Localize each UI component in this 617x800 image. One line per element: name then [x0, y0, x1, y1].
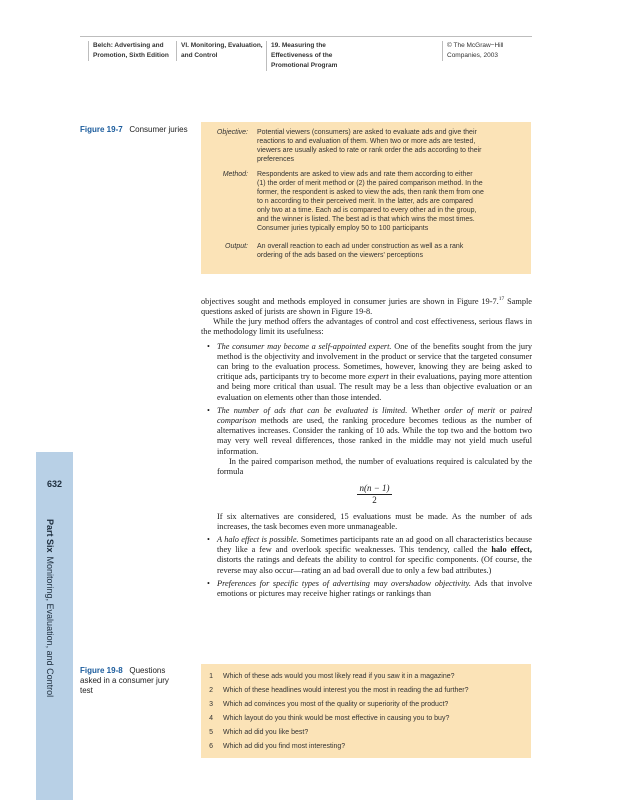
text-run: Sometimes participants rate an ad good on all characteristics because they like a few and overlook specific weaknesses. This tendency, called the [217, 535, 532, 555]
list-item [201, 342, 532, 403]
sub-paragraph: If six alternatives are considered, 15 evaluations must be made. As the number of ads increases, the task becomes even more unmanageable. [217, 511, 532, 531]
figure-19-7-caption [80, 125, 190, 135]
caption-line: asked in a consumer jury [80, 676, 169, 685]
row-line: (1) the order of merit method or (2) the paired comparison method. In the [257, 180, 483, 187]
row-line: and the winner is listed. The best ad is that which wins the most times. [257, 216, 475, 223]
question-number: 3 [209, 701, 213, 708]
header-line: © The McGraw−Hill [447, 42, 504, 49]
header-line: 19. Measuring the [271, 42, 326, 49]
row-line: viewers are usually asked to rate or rank order the ads according to their [257, 147, 482, 154]
row-line: former, the respondent is asked to view the ads, then rank them from one [257, 189, 484, 196]
text-run: Sample questions asked of jurists are shown in Figure 19-8. [201, 296, 532, 316]
item-heading: The number of ads that can be evaluated is limited. [217, 405, 408, 415]
caption-line: Questions [129, 666, 166, 675]
paragraph [201, 294, 532, 317]
text-run: Ads that involve emotions or pictures may receive higher ratings or rankings than [217, 578, 533, 599]
row-line: preferences [257, 156, 294, 163]
row-line: only two at a time. Each ad is compared to every other ad in the group, [257, 207, 477, 214]
emphasis: expert [367, 372, 389, 382]
text-run: objectives sought and methods employed in consumer juries are shown in Figure 19-7. [201, 296, 499, 306]
question-text: Which of these headlines would interest you the most in reading the ad further? [223, 687, 469, 694]
figure-19-8-caption [80, 666, 190, 696]
row-label: Output: [225, 243, 248, 250]
text-run: in their evaluations, paying more attention and being more critical than usual. The result may be a less than objective evaluation or an evaluation on elements other than those intended. [217, 372, 532, 402]
header-chapter-title [266, 41, 337, 71]
part-title: Monitoring, Evaluation, and Control [45, 556, 55, 698]
header-line: Effectiveness of the [271, 52, 333, 59]
part-label: Part Six [45, 519, 55, 553]
text-run: methods are used, the ranking procedure becomes tedious as the number of alternatives increases. Consider the ranking of 10 ads. While the top two and the bottom two may very well reveal differences, those ranked in the middle may not yield much useful information. [217, 416, 532, 456]
formula-denominator: 2 [372, 495, 377, 506]
row-label: Method: [222, 171, 248, 178]
side-tab [36, 452, 73, 800]
emphasis: paired comparison [217, 405, 533, 425]
list-item [201, 406, 532, 532]
question-number: 5 [209, 729, 213, 736]
row-line: Consumer juries typically employ 50 to 100 participants [257, 225, 429, 232]
header-line: Promotion, Sixth Edition [93, 52, 169, 59]
list-item [201, 535, 532, 576]
emphasis: order of merit [444, 405, 496, 415]
row-line: Potential viewers (consumers) are asked to evaluate ads and give their [257, 129, 477, 136]
question-text: Which layout do you think would be most effective in causing you to buy? [223, 715, 450, 722]
key-term: halo effect, [491, 545, 533, 555]
formula-numerator: n(n − 1) [357, 483, 391, 495]
text-run: or [495, 405, 511, 415]
part-running-title [45, 519, 55, 697]
text-run: distorts the ratings and defeats the ability to control for specific components. (Of course, the reverse may also occur—rating an ad bad overall due to only a few bad attributes.) [217, 555, 532, 575]
question-number: 6 [209, 743, 213, 750]
question-number: 4 [209, 715, 213, 722]
paragraph: While the jury method offers the advantages of control and cost effectiveness, serious flaws in the methodology limit its usefulness: [201, 317, 532, 337]
body-text [201, 294, 532, 602]
list-item [201, 579, 532, 599]
header-copyright [442, 41, 504, 61]
header-line: Belch: Advertising and [93, 42, 164, 49]
header-line: and Control [181, 52, 218, 59]
row-line: reactions to and evaluation of them. When two or more ads are tested, [257, 138, 476, 145]
jury-questions-box [201, 664, 531, 758]
question-number: 2 [209, 687, 213, 694]
row-text [257, 128, 525, 164]
header-line: Promotional Program [271, 62, 338, 69]
bullet-icon: • [207, 535, 210, 545]
bullet-icon: • [207, 341, 210, 351]
question-text: Which ad convinces you most of the quality or superiority of the product? [223, 701, 449, 708]
row-text [257, 242, 525, 260]
figure-number: Figure 19-7 [80, 125, 123, 134]
item-heading: A halo effect is possible. [217, 535, 299, 545]
question-text: Which ad did you find most interesting? [223, 743, 346, 750]
caption-line: test [80, 686, 93, 695]
header-line: VI. Monitoring, Evaluation, [181, 42, 263, 49]
sub-paragraph: In the paired comparison method, the number of evaluations required is calculated by the formula [217, 456, 532, 477]
question-text: Which ad did you like best? [223, 729, 309, 736]
row-label: Objective: [216, 129, 248, 136]
row-line: Respondents are asked to view ads and rate them according to either [257, 171, 473, 178]
item-heading: The consumer may become a self-appointed expert. [217, 341, 392, 351]
row-line: to n according to their perceived merit. In the latter, ads are compared [257, 198, 473, 205]
bullet-icon: • [207, 578, 210, 588]
item-heading: Preferences for specific types of advertising may overshadow objectivity. [217, 578, 471, 588]
bullet-icon: • [207, 405, 210, 415]
running-header [80, 36, 532, 73]
header-part-title [176, 41, 263, 61]
row-line: An overall reaction to each ad under construction as well as a rank [257, 243, 464, 250]
figure-number: Figure 19-8 [80, 666, 123, 675]
question-text: Which of these ads would you most likely read if you saw it in a magazine? [223, 673, 455, 680]
header-book-title [88, 41, 169, 61]
row-line: ordering of the ads based on the viewers' perceptions [257, 252, 423, 259]
issues-list [201, 342, 532, 600]
text-run: One of the benefits sought from the jury method is the objectivity and involvement in the product or service that the targeted consumer can bring to the evaluation process. Sometimes, however, knowing they are being asked to critique ads, participants try to become more [217, 341, 532, 382]
consumer-juries-table [201, 122, 531, 274]
question-number: 1 [209, 673, 213, 680]
page-number: 632 [46, 479, 63, 489]
evaluation-formula [217, 483, 532, 505]
footnote-ref: 17 [498, 296, 505, 302]
row-text [257, 170, 525, 233]
text-run: Whether [407, 405, 445, 415]
figure-title: Consumer juries [129, 125, 188, 134]
header-line: Companies, 2003 [447, 52, 498, 59]
